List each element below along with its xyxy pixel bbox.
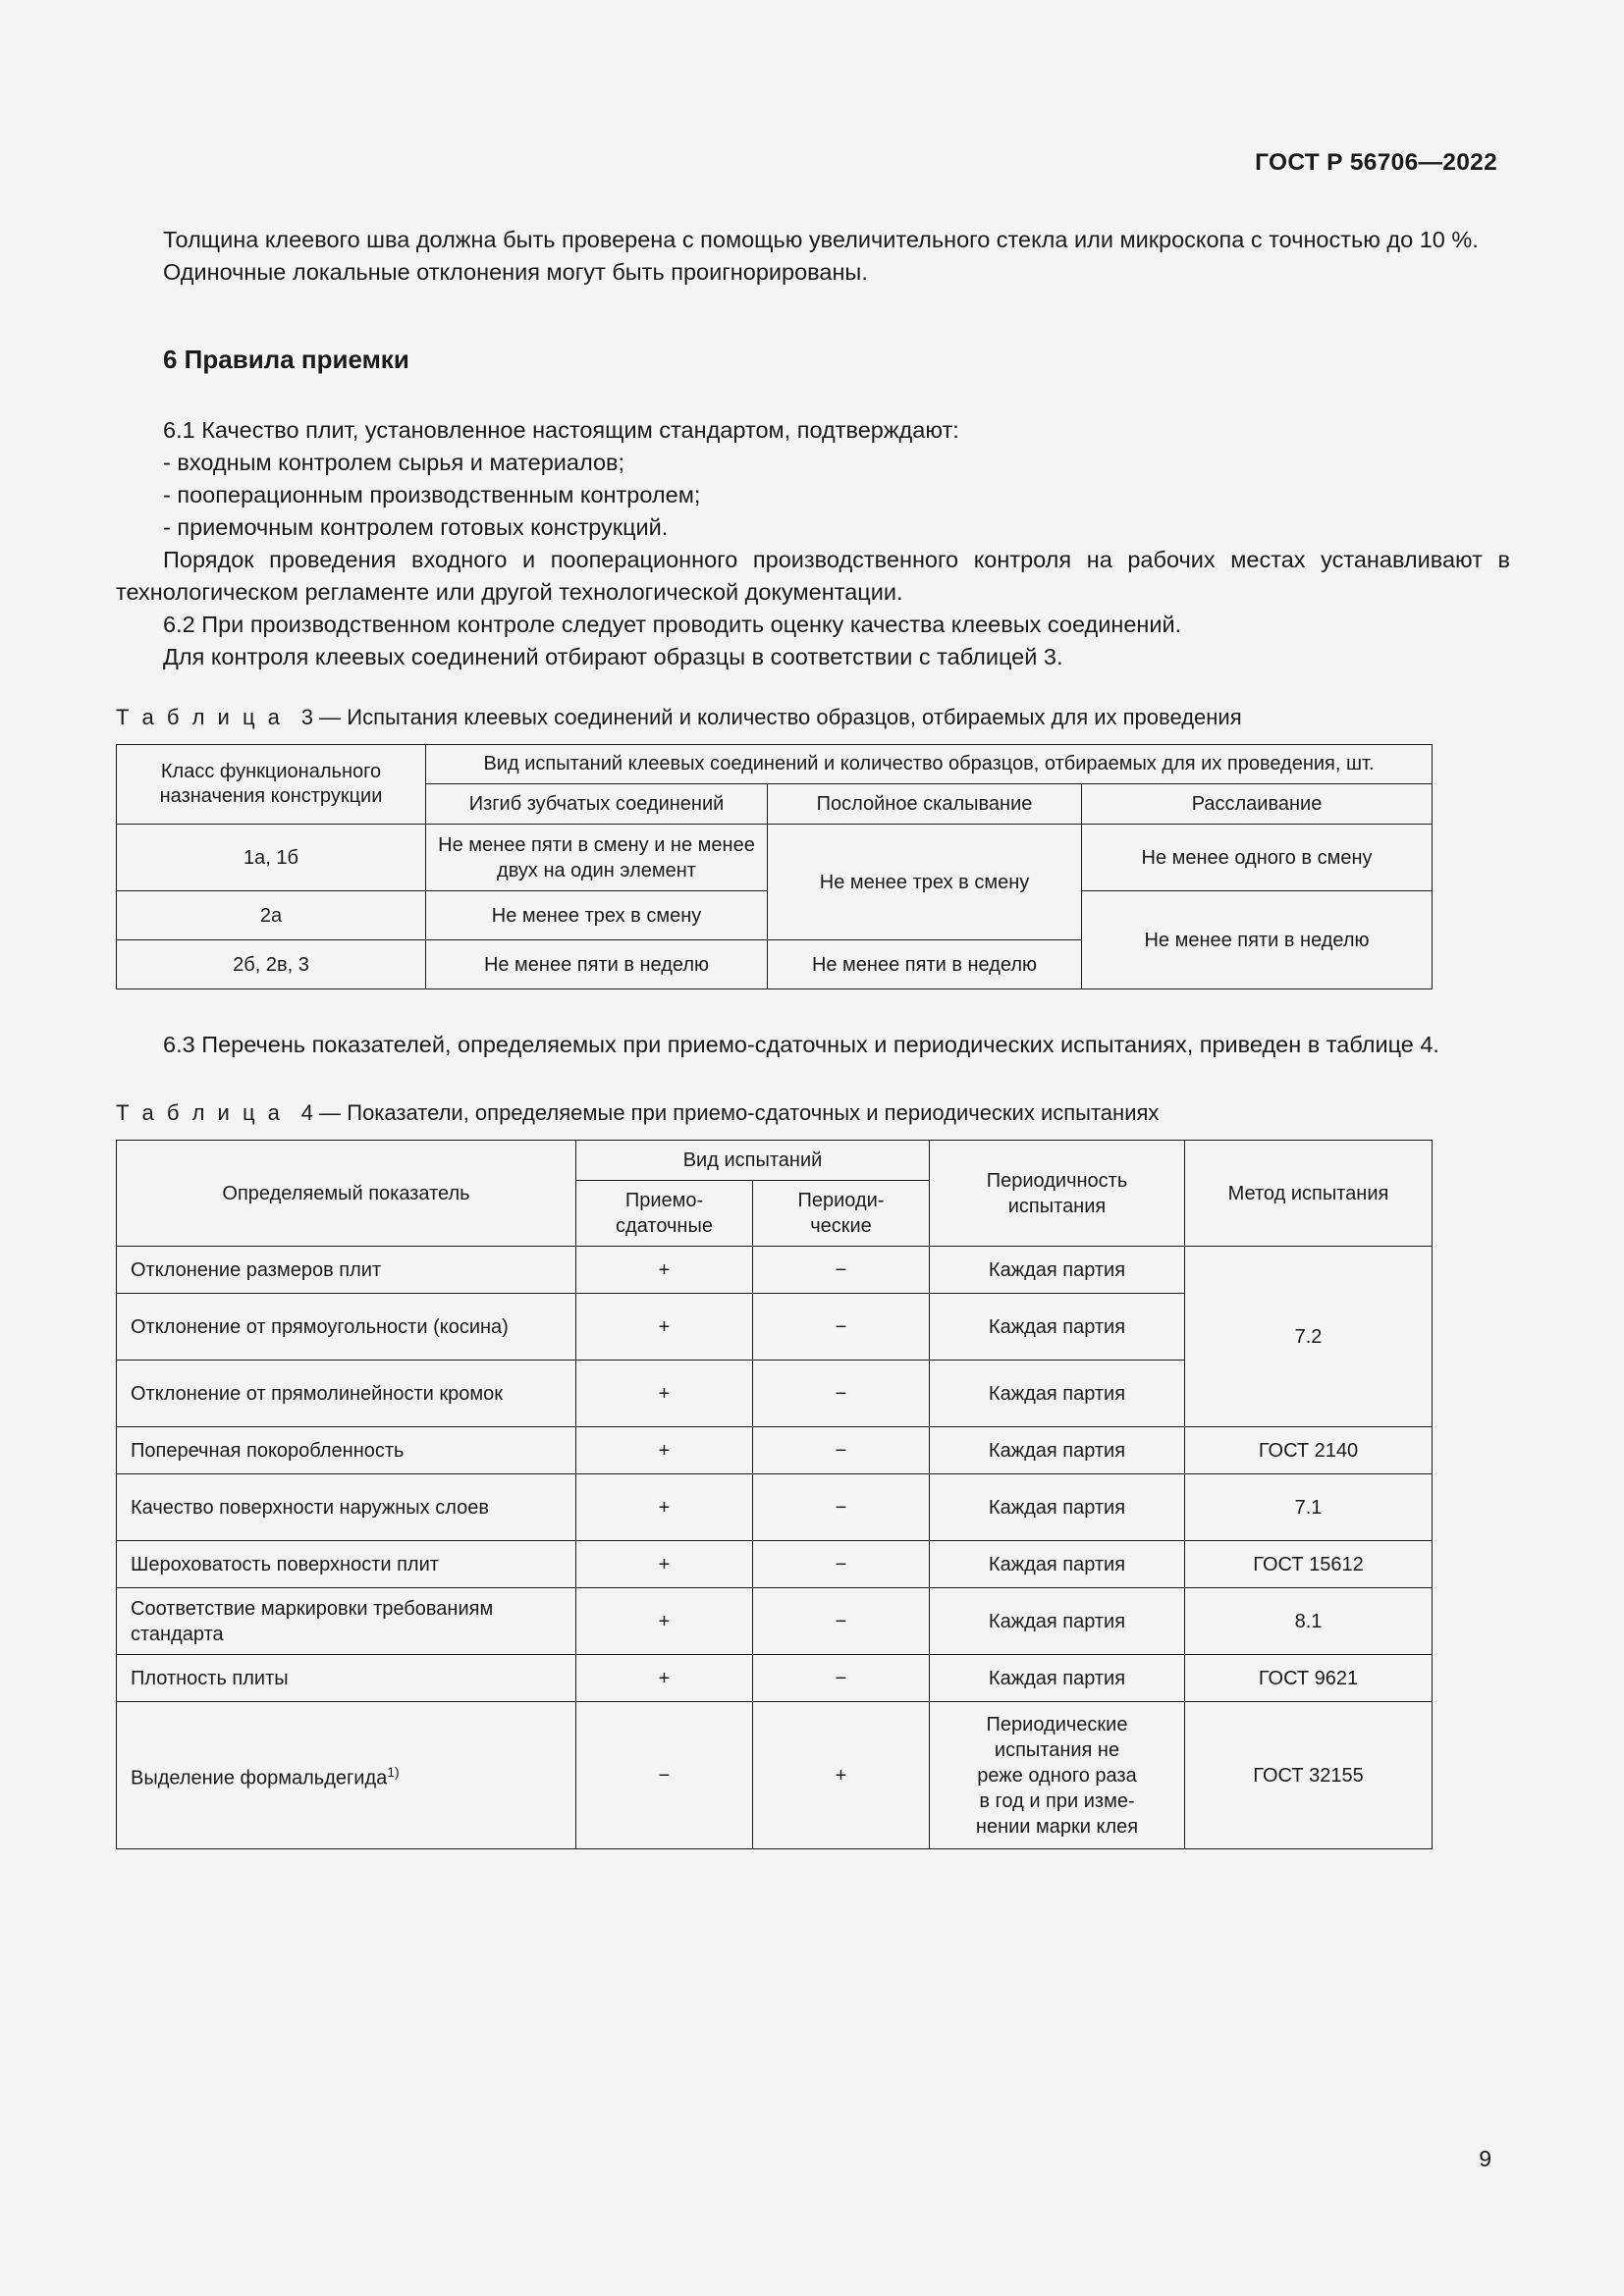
cell-method: 7.2: [1185, 1247, 1433, 1427]
table-3-wrapper: [116, 703, 1510, 989]
cell-bend: Не менее пяти в неделю: [426, 940, 768, 989]
table-4-caption-number: 4: [300, 1100, 314, 1125]
cell-delamination: Не менее одного в смену: [1082, 825, 1433, 891]
cell-periodic: −: [753, 1427, 930, 1474]
paragraph-6-1: 6.1 Качество плит, установленное настоящим стандартом, подтверждают:: [163, 417, 959, 443]
intro-block: [116, 224, 1510, 289]
cell-acceptance: +: [576, 1588, 753, 1655]
table-row: [117, 1247, 1433, 1294]
table-3-head: [117, 745, 1433, 825]
table-row: [117, 1141, 1433, 1181]
cell-frequency: Каждая партия: [930, 1655, 1185, 1702]
th-frequency: Периодичность испытания: [930, 1141, 1185, 1247]
section-heading-6: 6 Правила приемки: [163, 345, 409, 374]
table-row: [117, 1588, 1433, 1655]
cell-acceptance: +: [576, 1361, 753, 1427]
table-row: [117, 1541, 1433, 1588]
cell-frequency: Каждая партия: [930, 1294, 1185, 1361]
cell-periodic: −: [753, 1588, 930, 1655]
cell-acceptance: +: [576, 1247, 753, 1294]
th-delamination: Расслаивание: [1082, 784, 1433, 825]
cell-bend: Не менее пяти в смену и не менее двух на один элемент: [426, 825, 768, 891]
paragraph-6-3: 6.3 Перечень показателей, определяемых при приемо-сдаточных и периодических испытаниях, приведен в таблице 4.: [163, 1032, 1439, 1057]
table-4-caption: [116, 1098, 1510, 1128]
cell-periodic: −: [753, 1294, 930, 1361]
cell-indicator: Отклонение от прямолинейности кромок: [117, 1361, 576, 1427]
cell-indicator: Шероховатость поверхности плит: [117, 1541, 576, 1588]
bullet-3: - приемочным контролем готовых конструкций.: [163, 514, 669, 540]
cell-indicator: Соответствие маркировки требованиям стандарта: [117, 1588, 576, 1655]
table-3-caption-text: — Испытания клеевых соединений и количество образцов, отбираемых для их проведения: [319, 705, 1242, 729]
cell-acceptance: −: [576, 1702, 753, 1849]
cell-method: ГОСТ 2140: [1185, 1427, 1433, 1474]
table-3-caption: [116, 703, 1510, 732]
cell-acceptance: +: [576, 1541, 753, 1588]
table-4-wrapper: [116, 1098, 1510, 1849]
cell-method: 8.1: [1185, 1588, 1433, 1655]
table-row: [117, 1655, 1433, 1702]
paragraph-6-2: 6.2 При производственном контроле следует проводить оценку качества клеевых соединений.: [163, 612, 1182, 637]
cell-periodic: −: [753, 1361, 930, 1427]
table-4-caption-label: Т а б л и ц а: [116, 1100, 284, 1125]
page-number: 9: [1479, 2146, 1491, 2171]
cell-periodic: −: [753, 1247, 930, 1294]
cell-class: 2б, 2в, 3: [117, 940, 426, 989]
table-row: [117, 1474, 1433, 1541]
intro-paragraph-2: Одиночные локальные отклонения могут быть проигнорированы.: [163, 259, 868, 285]
th-shear: Послойное скалывание: [768, 784, 1082, 825]
page-header-standard: ГОСТ Р 56706—2022: [1255, 149, 1497, 176]
paragraph-order: Порядок проведения входного и пооперационного производственного контроля на рабочих местах устанавливают в технологическом регламенте или другой технологической документации.: [116, 547, 1510, 605]
paragraph-samples: Для контроля клеевых соединений отбирают образцы в соответствии с таблицей 3.: [163, 644, 1063, 669]
footnote-marker: 1): [387, 1764, 400, 1781]
cell-frequency: Периодические испытания не реже одного раза в год и при изме- нении марки клея: [930, 1702, 1185, 1849]
cell-periodic: +: [753, 1702, 930, 1849]
cell-shear: Не менее пяти в неделю: [768, 940, 1082, 989]
table-3: [116, 744, 1433, 989]
table-4-head: [117, 1141, 1433, 1247]
table-row: [117, 825, 1433, 891]
cell-acceptance: +: [576, 1655, 753, 1702]
th-method: Метод испытания: [1185, 1141, 1433, 1247]
cell-acceptance: +: [576, 1294, 753, 1361]
table-4-caption-text: — Показатели, определяемые при приемо-сдаточных и периодических испытаниях: [319, 1100, 1160, 1125]
cell-periodic: −: [753, 1474, 930, 1541]
page-content: [116, 0, 1510, 1849]
table-row: [117, 1702, 1433, 1849]
cell-frequency: Каждая партия: [930, 1361, 1185, 1427]
table-row: [117, 745, 1433, 784]
cell-acceptance: +: [576, 1427, 753, 1474]
cell-frequency: Каждая партия: [930, 1247, 1185, 1294]
cell-method: 7.1: [1185, 1474, 1433, 1541]
cell-frequency: Каждая партия: [930, 1588, 1185, 1655]
bullet-1: - входным контролем сырья и материалов;: [163, 450, 625, 475]
cell-indicator: Поперечная покоробленность: [117, 1427, 576, 1474]
cell-frequency: Каждая партия: [930, 1474, 1185, 1541]
table-4: [116, 1140, 1433, 1849]
cell-class: 2а: [117, 891, 426, 940]
th-class: Класс функционального назначения конструкции: [117, 745, 426, 825]
table-4-body: [117, 1247, 1433, 1849]
cell-method: ГОСТ 9621: [1185, 1655, 1433, 1702]
th-bend: Изгиб зубчатых соединений: [426, 784, 768, 825]
cell-shear: Не менее трех в смену: [768, 825, 1082, 940]
cell-bend: Не менее трех в смену: [426, 891, 768, 940]
th-acceptance: Приемо- сдаточные: [576, 1181, 753, 1247]
cell-class: 1а, 1б: [117, 825, 426, 891]
th-group: Вид испытаний клеевых соединений и количество образцов, отбираемых для их проведения, шт.: [426, 745, 1433, 784]
cell-frequency: Каждая партия: [930, 1541, 1185, 1588]
cell-frequency: Каждая партия: [930, 1427, 1185, 1474]
cell-acceptance: +: [576, 1474, 753, 1541]
cell-periodic: −: [753, 1655, 930, 1702]
table-3-caption-number: 3: [300, 705, 314, 729]
cell-indicator: Отклонение от прямоугольности (косина): [117, 1294, 576, 1361]
th-indicator: Определяемый показатель: [117, 1141, 576, 1247]
cell-method: ГОСТ 32155: [1185, 1702, 1433, 1849]
bullet-2: - пооперационным производственным контролем;: [163, 482, 701, 507]
cell-method: ГОСТ 15612: [1185, 1541, 1433, 1588]
section-6-body: [116, 414, 1510, 673]
th-kind: Вид испытаний: [576, 1141, 930, 1181]
table-3-caption-label: Т а б л и ц а: [116, 705, 284, 729]
cell-indicator: [117, 1702, 576, 1849]
intro-paragraph-1: Толщина клеевого шва должна быть проверена с помощью увеличительного стекла или микроскопа с точностью до 10 %.: [163, 227, 1479, 252]
cell-indicator: Отклонение размеров плит: [117, 1247, 576, 1294]
cell-delamination: Не менее пяти в неделю: [1082, 891, 1433, 989]
cell-periodic: −: [753, 1541, 930, 1588]
cell-indicator: Качество поверхности наружных слоев: [117, 1474, 576, 1541]
cell-indicator: Плотность плиты: [117, 1655, 576, 1702]
table-row: [117, 1427, 1433, 1474]
th-periodic: Периоди- ческие: [753, 1181, 930, 1247]
cell-indicator-text: Выделение формальдегида: [131, 1767, 388, 1789]
table-3-body: [117, 825, 1433, 989]
